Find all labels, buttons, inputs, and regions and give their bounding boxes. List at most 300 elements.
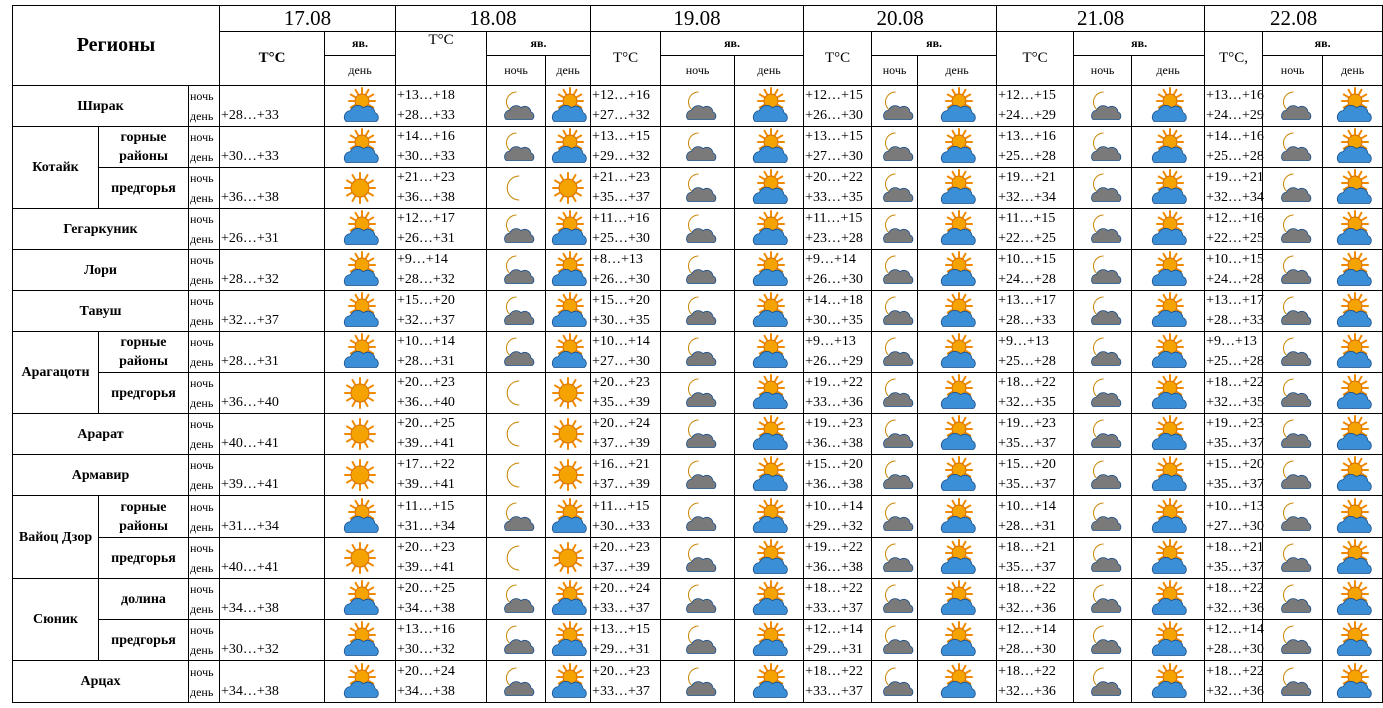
weather-22-night <box>1263 538 1323 579</box>
temp-20 <box>804 414 872 455</box>
weather-17-day <box>325 538 396 579</box>
weather-18-night <box>487 168 546 209</box>
moon-cloud-icon <box>499 335 533 369</box>
moon-cloud-icon <box>1276 130 1310 164</box>
weather-22-day <box>1323 620 1383 661</box>
weather-20-day <box>918 291 997 332</box>
weather-19-day <box>735 250 804 291</box>
sun-icon <box>343 417 377 451</box>
day-header-21: день <box>1132 56 1205 86</box>
day-temp-20: +30…+35 <box>805 313 863 328</box>
day-temp-17: +40…+41 <box>221 560 279 575</box>
period-labels <box>189 538 220 579</box>
sun-cloud-icon <box>940 335 974 369</box>
sun-cloud-icon <box>343 582 377 616</box>
moon-cloud-icon <box>878 417 912 451</box>
night-temp-20: +12…+15 <box>805 88 863 103</box>
moon-cloud-icon <box>1086 294 1120 328</box>
moon-icon <box>499 458 533 492</box>
forecast-table-wrapper <box>12 5 1383 703</box>
day-temp-17: +31…+34 <box>221 519 279 534</box>
moon-cloud-icon <box>1276 458 1310 492</box>
weather-18-day <box>546 127 591 168</box>
day-temp-19: +29…+31 <box>592 642 650 657</box>
temp-20 <box>804 496 872 538</box>
night-temp-20: +19…+22 <box>805 540 863 555</box>
moon-cloud-icon <box>878 500 912 534</box>
night-temp-21: +15…+20 <box>998 457 1056 472</box>
moon-cloud-icon <box>878 212 912 246</box>
sun-icon <box>343 171 377 205</box>
night-label: ночь <box>190 335 214 349</box>
day-temp-22: +25…+28 <box>1206 354 1264 369</box>
period-labels <box>189 86 220 127</box>
sun-cloud-icon <box>940 500 974 534</box>
day-temp-22: +32…+35 <box>1206 395 1264 410</box>
sun-cloud-icon <box>940 130 974 164</box>
sun-cloud-icon <box>551 253 585 287</box>
moon-cloud-icon <box>499 212 533 246</box>
weather-19-night <box>661 496 735 538</box>
day-header-17: день <box>325 56 396 86</box>
night-temp-18: +21…+23 <box>397 170 455 185</box>
sun-cloud-icon <box>1336 582 1370 616</box>
temp-18 <box>396 538 487 579</box>
day-temp-17: +26…+31 <box>221 231 279 246</box>
moon-cloud-icon <box>1086 171 1120 205</box>
day-temp-21: +25…+28 <box>998 354 1056 369</box>
day-temp-17: +28…+33 <box>221 108 279 123</box>
sun-cloud-icon <box>752 417 786 451</box>
temp-21 <box>997 168 1074 209</box>
region-name: Гегаркуник <box>13 209 189 250</box>
day-temp-18: +34…+38 <box>397 683 455 699</box>
night-temp-19: +20…+24 <box>592 416 650 431</box>
weather-20-night <box>872 373 918 414</box>
moon-cloud-icon <box>681 541 715 575</box>
sun-cloud-icon <box>551 130 585 164</box>
night-temp-20: +15…+20 <box>805 457 863 472</box>
period-labels <box>189 620 220 661</box>
sun-cloud-icon <box>940 541 974 575</box>
night-temp-22: +18…+22 <box>1206 375 1264 390</box>
sun-cloud-icon <box>1151 500 1185 534</box>
night-temp-22: +10…+15 <box>1206 252 1264 267</box>
date-header-21: 21.08 <box>997 6 1205 32</box>
moon-cloud-icon <box>681 417 715 451</box>
moon-cloud-icon <box>878 623 912 657</box>
day-temp-17: +36…+40 <box>221 395 279 410</box>
weather-22-day <box>1323 291 1383 332</box>
sun-cloud-icon <box>752 376 786 410</box>
weather-20-night <box>872 661 918 703</box>
night-temp-21: +19…+23 <box>998 416 1056 431</box>
weather-18-day <box>546 168 591 209</box>
day-temp-22: +28…+33 <box>1206 313 1264 328</box>
region-name: Котайк <box>13 127 99 209</box>
night-temp-21: +18…+21 <box>998 540 1056 555</box>
temp-22 <box>1205 127 1263 168</box>
weather-21-night <box>1074 579 1132 620</box>
weather-22-day <box>1323 455 1383 496</box>
sun-icon <box>343 541 377 575</box>
night-temp-21: +11…+15 <box>998 211 1056 226</box>
moon-cloud-icon <box>681 253 715 287</box>
weather-18-night <box>487 620 546 661</box>
night-temp-18: +20…+25 <box>397 416 455 431</box>
region-name: Сюник <box>13 579 99 661</box>
temp-19 <box>591 250 661 291</box>
weather-18-day <box>546 455 591 496</box>
day-temp-19: +33…+37 <box>592 683 650 699</box>
day-temp-21: +32…+36 <box>998 601 1056 616</box>
weather-17-day <box>325 127 396 168</box>
day-temp-20: +36…+38 <box>805 560 863 575</box>
temp-18 <box>396 86 487 127</box>
temp-18 <box>396 496 487 538</box>
temp-17 <box>220 127 325 168</box>
day-temp-18: +32…+37 <box>397 313 455 328</box>
weather-22-night <box>1263 86 1323 127</box>
temp-18 <box>396 168 487 209</box>
tc-header-19: T°C <box>591 32 661 86</box>
temp-22 <box>1205 661 1263 703</box>
weather-17-day <box>325 661 396 703</box>
weather-17-day <box>325 332 396 373</box>
day-label: день <box>190 191 214 205</box>
night-temp-18: +20…+23 <box>397 540 455 555</box>
sun-icon <box>551 417 585 451</box>
sun-cloud-icon <box>752 665 786 699</box>
yav-header-21: яв. <box>1074 32 1205 56</box>
weather-18-day <box>546 414 591 455</box>
night-temp-19: +15…+20 <box>592 293 650 308</box>
day-temp-21: +24…+29 <box>998 108 1056 123</box>
night-temp-20: +18…+22 <box>805 581 863 596</box>
day-label: день <box>190 561 214 575</box>
day-label: день <box>190 478 214 492</box>
moon-cloud-icon <box>1276 541 1310 575</box>
temp-21 <box>997 127 1074 168</box>
tc-header-22: T°C, <box>1205 32 1263 86</box>
table-row <box>13 373 1383 414</box>
day-header-22: день <box>1323 56 1383 86</box>
night-temp-20: +19…+22 <box>805 375 863 390</box>
night-temp-18: +9…+14 <box>397 252 448 267</box>
weather-19-night <box>661 661 735 703</box>
night-temp-21: +10…+14 <box>998 498 1056 514</box>
moon-cloud-icon <box>1276 212 1310 246</box>
day-temp-21: +24…+28 <box>998 272 1056 287</box>
night-temp-22: +14…+16 <box>1206 129 1264 144</box>
day-temp-18: +31…+34 <box>397 518 455 534</box>
sun-cloud-icon <box>551 212 585 246</box>
temp-20 <box>804 209 872 250</box>
temp-18 <box>396 414 487 455</box>
day-temp-18: +30…+33 <box>397 149 455 164</box>
moon-cloud-icon <box>499 665 533 699</box>
sun-icon <box>343 458 377 492</box>
temp-17 <box>220 620 325 661</box>
night-temp-18: +13…+18 <box>397 88 455 103</box>
weather-17-day <box>325 414 396 455</box>
sun-cloud-icon <box>1336 376 1370 410</box>
weather-22-night <box>1263 579 1323 620</box>
temp-21 <box>997 661 1074 703</box>
weather-21-day <box>1132 168 1205 209</box>
weather-22-day <box>1323 332 1383 373</box>
weather-20-night <box>872 414 918 455</box>
weather-19-day <box>735 661 804 703</box>
day-temp-20: +33…+37 <box>805 683 863 699</box>
night-temp-18: +20…+23 <box>397 375 455 390</box>
yav-header-17: яв. <box>325 32 396 56</box>
sun-cloud-icon <box>940 417 974 451</box>
temp-20 <box>804 579 872 620</box>
weather-18-day <box>546 332 591 373</box>
weather-19-day <box>735 168 804 209</box>
temp-17 <box>220 250 325 291</box>
weather-17-day <box>325 250 396 291</box>
day-temp-21: +32…+35 <box>998 395 1056 410</box>
weather-22-night <box>1263 209 1323 250</box>
moon-cloud-icon <box>1276 253 1310 287</box>
day-temp-20: +33…+35 <box>805 190 863 205</box>
temp-20 <box>804 86 872 127</box>
night-temp-22: +12…+16 <box>1206 211 1264 226</box>
moon-icon <box>499 541 533 575</box>
night-temp-20: +14…+18 <box>805 293 863 308</box>
weather-21-night <box>1074 538 1132 579</box>
sun-cloud-icon <box>1336 89 1370 123</box>
weather-19-day <box>735 620 804 661</box>
sun-cloud-icon <box>1336 294 1370 328</box>
temp-21 <box>997 620 1074 661</box>
sun-cloud-icon <box>1151 130 1185 164</box>
weather-18-day <box>546 291 591 332</box>
temp-17 <box>220 291 325 332</box>
temp-19 <box>591 661 661 703</box>
night-temp-21: +10…+15 <box>998 252 1056 267</box>
yav-header-22: яв. <box>1263 32 1383 56</box>
weather-19-day <box>735 496 804 538</box>
region-name: Тавуш <box>13 291 189 332</box>
region-name: Армавир <box>13 455 189 496</box>
weather-21-night <box>1074 86 1132 127</box>
night-temp-22: +13…+16 <box>1206 88 1264 103</box>
table-row <box>13 86 1383 127</box>
weather-21-night <box>1074 620 1132 661</box>
weather-20-night <box>872 579 918 620</box>
day-temp-18: +28…+31 <box>397 354 455 369</box>
night-label: ночь <box>190 458 214 472</box>
sun-cloud-icon <box>343 623 377 657</box>
temp-22 <box>1205 250 1263 291</box>
weather-21-night <box>1074 496 1132 538</box>
moon-cloud-icon <box>499 582 533 616</box>
period-labels <box>189 496 220 538</box>
night-temp-20: +12…+14 <box>805 622 863 637</box>
temp-22 <box>1205 579 1263 620</box>
night-temp-19: +13…+15 <box>592 129 650 144</box>
regions-header: Регионы <box>13 6 220 86</box>
day-label: день <box>190 232 214 246</box>
moon-cloud-icon <box>1276 171 1310 205</box>
moon-cloud-icon <box>1086 89 1120 123</box>
moon-cloud-icon <box>1086 623 1120 657</box>
day-temp-22: +25…+28 <box>1206 149 1264 164</box>
weather-20-day <box>918 373 997 414</box>
weather-19-day <box>735 291 804 332</box>
moon-cloud-icon <box>1276 417 1310 451</box>
weather-21-day <box>1132 291 1205 332</box>
tc-header-20: T°C <box>804 32 872 86</box>
night-label: ночь <box>190 376 214 390</box>
weather-22-night <box>1263 332 1323 373</box>
sun-cloud-icon <box>1151 212 1185 246</box>
temp-19 <box>591 332 661 373</box>
weather-22-day <box>1323 373 1383 414</box>
sun-cloud-icon <box>940 582 974 616</box>
temp-19 <box>591 291 661 332</box>
temp-20 <box>804 661 872 703</box>
weather-22-night <box>1263 620 1323 661</box>
weather-22-day <box>1323 496 1383 538</box>
moon-cloud-icon <box>681 582 715 616</box>
sun-cloud-icon <box>343 130 377 164</box>
temp-20 <box>804 373 872 414</box>
table-row <box>13 168 1383 209</box>
period-labels <box>189 209 220 250</box>
weather-20-night <box>872 127 918 168</box>
moon-cloud-icon <box>878 294 912 328</box>
sun-cloud-icon <box>1151 417 1185 451</box>
period-labels <box>189 291 220 332</box>
temp-22 <box>1205 332 1263 373</box>
night-temp-19: +21…+23 <box>592 170 650 185</box>
moon-cloud-icon <box>1276 294 1310 328</box>
weather-19-day <box>735 127 804 168</box>
temp-21 <box>997 455 1074 496</box>
night-label: ночь <box>190 89 214 103</box>
moon-icon <box>499 376 533 410</box>
weather-18-night <box>487 86 546 127</box>
weather-17-day <box>325 579 396 620</box>
night-temp-20: +20…+22 <box>805 170 863 185</box>
sun-cloud-icon <box>551 335 585 369</box>
temp-21 <box>997 250 1074 291</box>
date-header-22: 22.08 <box>1205 6 1383 32</box>
weather-20-day <box>918 332 997 373</box>
temp-19 <box>591 538 661 579</box>
temp-21 <box>997 414 1074 455</box>
day-label: день <box>190 519 214 534</box>
day-temp-21: +25…+28 <box>998 149 1056 164</box>
temp-22 <box>1205 496 1263 538</box>
moon-cloud-icon <box>1276 89 1310 123</box>
moon-cloud-icon <box>681 294 715 328</box>
weather-20-day <box>918 86 997 127</box>
sun-cloud-icon <box>1151 458 1185 492</box>
day-temp-18: +39…+41 <box>397 436 455 451</box>
sun-cloud-icon <box>1336 500 1370 534</box>
night-temp-19: +20…+23 <box>592 663 650 679</box>
sun-cloud-icon <box>1151 623 1185 657</box>
sun-cloud-icon <box>752 253 786 287</box>
weather-20-night <box>872 620 918 661</box>
date-header-20: 20.08 <box>804 6 997 32</box>
moon-cloud-icon <box>878 376 912 410</box>
weather-21-night <box>1074 127 1132 168</box>
date-header-18: 18.08 <box>396 6 591 32</box>
temp-17 <box>220 496 325 538</box>
sun-cloud-icon <box>1151 665 1185 699</box>
weather-21-day <box>1132 620 1205 661</box>
day-temp-17: +34…+38 <box>221 684 279 699</box>
day-label: день <box>190 109 214 123</box>
night-temp-22: +19…+23 <box>1206 416 1264 431</box>
moon-cloud-icon <box>1086 130 1120 164</box>
sun-cloud-icon <box>1151 376 1185 410</box>
table-row <box>13 332 1383 373</box>
night-temp-21: +19…+21 <box>998 170 1056 185</box>
weather-19-night <box>661 414 735 455</box>
night-label: ночь <box>190 253 214 267</box>
night-temp-20: +10…+14 <box>805 498 863 514</box>
night-temp-22: +19…+21 <box>1206 170 1264 185</box>
moon-cloud-icon <box>878 130 912 164</box>
night-temp-18: +10…+14 <box>397 334 455 349</box>
weather-19-day <box>735 579 804 620</box>
sun-cloud-icon <box>1151 253 1185 287</box>
day-header-19: день <box>735 56 804 86</box>
weather-22-night <box>1263 373 1323 414</box>
day-temp-19: +30…+33 <box>592 518 650 534</box>
temp-22 <box>1205 291 1263 332</box>
day-temp-20: +26…+30 <box>805 108 863 123</box>
weather-18-night <box>487 579 546 620</box>
weather-20-day <box>918 127 997 168</box>
moon-cloud-icon <box>681 623 715 657</box>
moon-icon <box>499 171 533 205</box>
subregion-name: предгорья <box>99 620 189 661</box>
sun-cloud-icon <box>940 376 974 410</box>
moon-cloud-icon <box>878 335 912 369</box>
night-temp-19: +11…+15 <box>592 498 650 514</box>
weather-21-night <box>1074 414 1132 455</box>
moon-cloud-icon <box>681 130 715 164</box>
night-temp-21: +12…+15 <box>998 88 1056 103</box>
temp-17 <box>220 538 325 579</box>
night-temp-22: +12…+14 <box>1206 622 1264 637</box>
weather-19-day <box>735 332 804 373</box>
day-temp-20: +29…+32 <box>805 518 863 534</box>
weather-21-night <box>1074 291 1132 332</box>
region-name: Ширак <box>13 86 189 127</box>
weather-18-night <box>487 209 546 250</box>
day-temp-22: +35…+37 <box>1206 560 1264 575</box>
temp-18 <box>396 455 487 496</box>
night-header-21: ночь <box>1074 56 1132 86</box>
day-temp-21: +28…+30 <box>998 642 1056 657</box>
weather-18-night <box>487 373 546 414</box>
weather-22-day <box>1323 661 1383 703</box>
temp-18 <box>396 250 487 291</box>
weather-19-day <box>735 455 804 496</box>
sun-cloud-icon <box>1151 582 1185 616</box>
temp-19 <box>591 414 661 455</box>
period-labels <box>189 250 220 291</box>
